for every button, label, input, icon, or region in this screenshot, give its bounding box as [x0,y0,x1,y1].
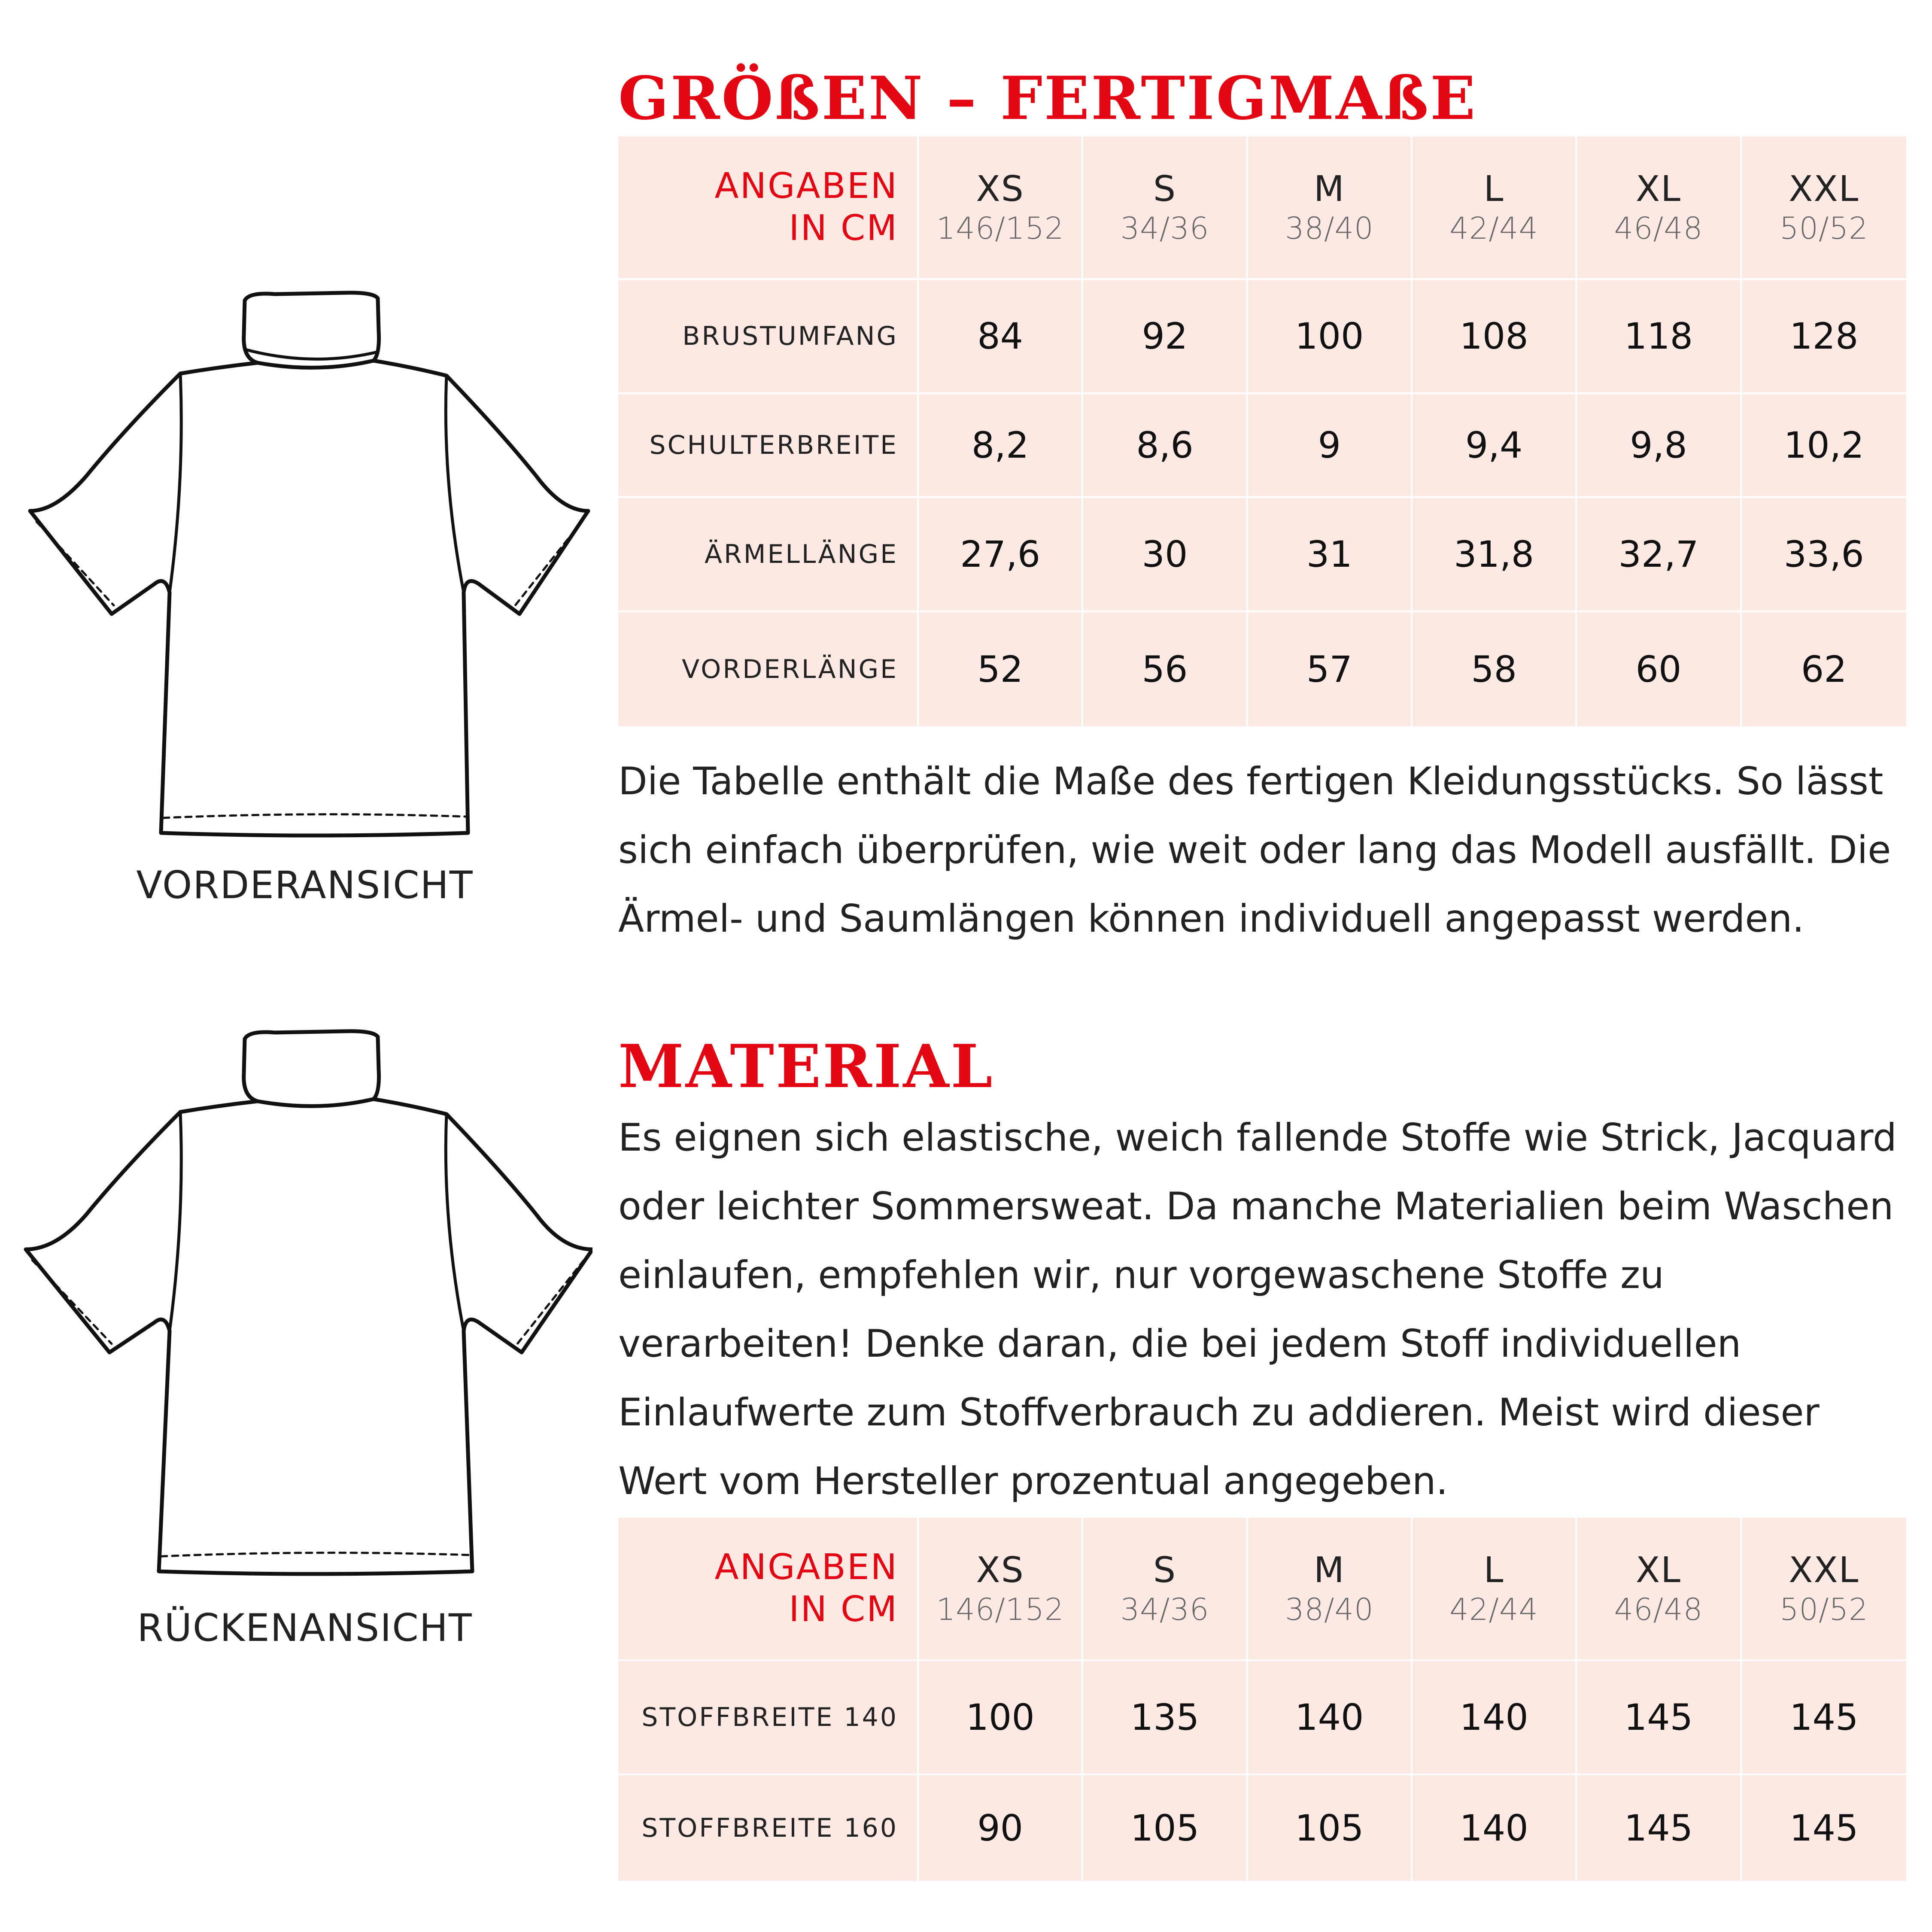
table-cell: 105 [1083,1775,1248,1883]
table-cell: 52 [919,612,1083,728]
table-cell: 57 [1248,612,1413,728]
table-cell: 56 [1083,612,1248,728]
table-cell: 31 [1248,498,1413,612]
size-col-xxl [1742,137,1906,280]
size-num: 50/52 [1779,211,1868,246]
size-code: XL [1636,168,1681,210]
size-num: 42/44 [1449,211,1539,246]
size-num: 46/48 [1614,1592,1703,1628]
table-cell: 140 [1413,1661,1577,1775]
table-cell: 145 [1742,1775,1906,1883]
table-cell: 92 [1083,280,1248,394]
size-col-xxl [1742,1518,1906,1661]
size-col-s [1083,1518,1248,1661]
size-col-s [1083,137,1248,280]
table-cell: 32,7 [1577,498,1741,612]
table-cell: 9,8 [1577,394,1741,498]
table-cell: 8,6 [1083,394,1248,498]
sketch-column [0,0,610,1932]
header-label-line1: ANGABEN [714,1546,898,1588]
header-label-line1: ANGABEN [714,165,898,207]
front-view-caption: VORDERANSICHT [136,863,474,907]
table-row-stoffbreite-160 [618,1775,1906,1883]
back-view-sketch [17,1013,592,1589]
row-label: ÄRMELLÄNGE [618,498,919,612]
table-cell: 140 [1413,1775,1577,1883]
size-code: L [1483,1549,1504,1591]
material-description: Es eignen sich elastische, weich fallende Stoffe wie Strick, Jacquard oder leichter Sommersweat. Da manche Materialien beim Waschen einlaufen, empfehlen wir, nur vorgewaschene Stoffe zu verarbeiten! Denke daran, die bei jedem Stoff individuellen Einlaufwerte zum Stoffverbrauch zu addieren. Meist wird dieser Wert vom Hersteller prozentual angegeben. [618,1115,1897,1503]
material-table-corner [618,1518,919,1661]
row-label: VORDERLÄNGE [618,612,919,728]
sizes-table-corner [618,137,919,280]
front-view-sketch [17,275,592,850]
table-cell: 145 [1577,1661,1741,1775]
header-label-line2: IN CM [789,208,898,249]
table-cell: 100 [919,1661,1083,1775]
header-label-line2: IN CM [789,1589,898,1630]
table-row-schulterbreite [618,394,1906,498]
table-cell: 58 [1413,612,1577,728]
size-code: XS [976,1549,1024,1591]
size-num: 34/36 [1120,1592,1209,1628]
size-code: XXL [1789,168,1859,210]
table-cell: 100 [1248,280,1413,394]
size-col-m [1248,1518,1413,1661]
table-cell: 84 [919,280,1083,394]
table-cell: 108 [1413,280,1577,394]
table-cell: 140 [1248,1661,1413,1775]
size-col-xs [919,1518,1083,1661]
table-cell: 9 [1248,394,1413,498]
back-view-caption: RÜCKENANSICHT [137,1606,473,1650]
table-cell: 135 [1083,1661,1248,1775]
size-col-xl [1577,1518,1741,1661]
material-table-header-row [618,1518,1906,1661]
sizes-table [618,137,1906,728]
table-cell: 145 [1742,1661,1906,1775]
table-cell: 145 [1577,1775,1741,1883]
sizes-description: Die Tabelle enthält die Maße des fertigen Kleidungsstücks. So lässt sich einfach überprüfen, wie weit oder lang das Modell ausfällt. Die Ärmel- und Saumlängen können individuell angepasst werden. [618,759,1891,941]
table-cell: 118 [1577,280,1741,394]
size-code: M [1313,168,1345,210]
row-label: BRUSTUMFANG [618,280,919,394]
table-row-brustumfang [618,280,1906,394]
size-col-xl [1577,137,1741,280]
size-num: 38/40 [1285,211,1374,246]
size-col-l [1413,137,1577,280]
row-label: STOFFBREITE 140 [618,1661,919,1775]
table-cell: 31,8 [1413,498,1577,612]
table-cell: 8,2 [919,394,1083,498]
material-title: MATERIAL [618,1031,994,1101]
size-num: 50/52 [1779,1592,1868,1628]
sizes-table-header-row [618,137,1906,280]
table-cell: 27,6 [919,498,1083,612]
size-col-xs [919,137,1083,280]
table-cell: 90 [919,1775,1083,1883]
size-code: XXL [1789,1549,1859,1591]
size-code: M [1313,1549,1345,1591]
size-code: XS [976,168,1024,210]
size-code: S [1153,168,1177,210]
size-num: 146/152 [936,1592,1064,1628]
table-cell: 9,4 [1413,394,1577,498]
table-cell: 62 [1742,612,1906,728]
row-label: SCHULTERBREITE [618,394,919,498]
table-row-vorderlaenge [618,612,1906,728]
material-table [618,1518,1906,1883]
size-col-m [1248,137,1413,280]
size-col-l [1413,1518,1577,1661]
row-label: STOFFBREITE 160 [618,1775,919,1883]
table-cell: 10,2 [1742,394,1906,498]
table-cell: 30 [1083,498,1248,612]
size-num: 146/152 [936,211,1064,246]
table-row-aermellaenge [618,498,1906,612]
size-code: S [1153,1549,1177,1591]
size-code: XL [1636,1549,1681,1591]
table-cell: 128 [1742,280,1906,394]
size-num: 34/36 [1120,211,1209,246]
size-num: 42/44 [1449,1592,1539,1628]
size-code: L [1483,168,1504,210]
table-cell: 33,6 [1742,498,1906,612]
table-cell: 105 [1248,1775,1413,1883]
sizes-title: GRÖßEN – FERTIGMAßE [618,63,1477,133]
size-num: 38/40 [1285,1592,1374,1628]
table-row-stoffbreite-140 [618,1661,1906,1775]
table-cell: 60 [1577,612,1741,728]
size-num: 46/48 [1614,211,1703,246]
